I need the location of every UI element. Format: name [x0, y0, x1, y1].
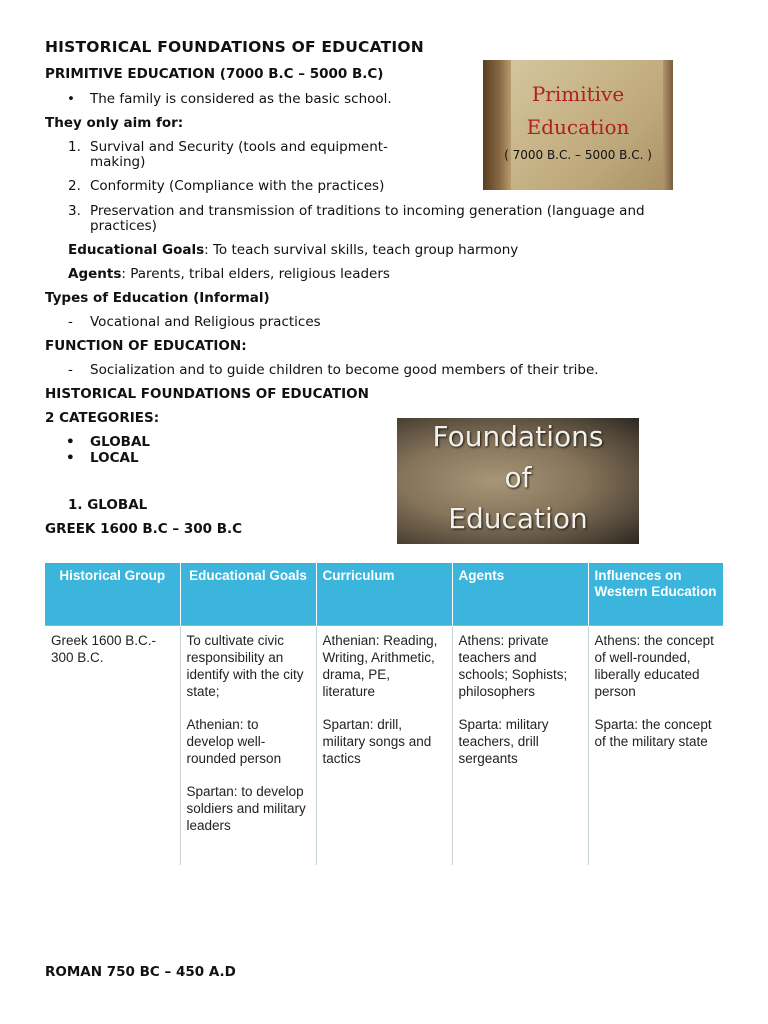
cell-text: Greek 1600 B.C.- 300 B.C. [51, 632, 157, 665]
column-header: Curriculum [316, 563, 452, 625]
primitive-heading: PRIMITIVE EDUCATION (7000 B.C – 5000 B.C) [45, 66, 384, 82]
foundations-of-education-image [397, 418, 639, 544]
global-heading: 1. GLOBAL [68, 497, 148, 513]
cell-curriculum [316, 625, 452, 865]
aim-text-cont: practices) [90, 218, 157, 234]
cell-goals [180, 625, 316, 865]
bullet-marker: • [66, 434, 75, 450]
aim-number: 2. [68, 178, 81, 194]
goals-label: Educational Goals [68, 242, 205, 258]
cell-text: Sparta: military teachers, drill sergeants [458, 716, 549, 766]
types-item: Vocational and Religious practices [90, 314, 321, 330]
cell-text: Spartan: to develop soldiers and military leaders [186, 783, 306, 833]
greek-education-table [45, 563, 723, 865]
educational-goals-line [68, 242, 518, 258]
bullet-marker: • [66, 450, 75, 466]
cell-influences [588, 625, 723, 865]
roman-heading: ROMAN 750 BC – 450 A.D [45, 964, 236, 980]
cell-text: To cultivate civic responsibility an identify with the city state; [186, 632, 304, 699]
agents-label: Agents [68, 266, 122, 282]
image-title-line: Education [448, 502, 588, 535]
family-bullet-text: The family is considered as the basic school. [90, 91, 392, 107]
image-title-line: Foundations [432, 420, 604, 453]
types-heading: Types of Education (Informal) [45, 290, 270, 306]
table-row [45, 625, 723, 865]
cell-text: Athens: private teachers and schools; Sophists; philosophers [458, 632, 568, 699]
image-title-line: of [504, 461, 532, 494]
aim-text: Preservation and transmission of traditions to incoming generation (language and [90, 203, 645, 219]
aim-text: Conformity (Compliance with the practices) [90, 178, 385, 194]
table-header-row [45, 563, 723, 625]
aim-number: 3. [68, 203, 81, 219]
category-item: GLOBAL [90, 434, 151, 450]
cell-text: Sparta: the concept of the military state [594, 716, 712, 749]
aim-number: 1. [68, 139, 81, 155]
column-header: Historical Group [45, 563, 180, 625]
aim-text: Survival and Security (tools and equipment- [90, 139, 388, 155]
image-title-line: Education [526, 115, 630, 139]
bullet-marker: • [67, 91, 75, 107]
dash-marker: - [68, 314, 73, 330]
cell-text: Athenian: Reading, Writing, Arithmetic, drama, PE, literature [322, 632, 438, 699]
cell-text: Athens: the concept of well-rounded, liberally educated person [594, 632, 714, 699]
cell-text: Athenian: to develop well-rounded person [186, 716, 282, 766]
function-heading: FUNCTION OF EDUCATION: [45, 338, 247, 354]
section-title: HISTORICAL FOUNDATIONS OF EDUCATION [45, 386, 369, 402]
primitive-education-image [483, 60, 673, 190]
column-header: Agents [452, 563, 588, 625]
dash-marker: - [68, 362, 73, 378]
column-header: Influences on Western Education [588, 563, 723, 625]
cell-group [45, 625, 180, 865]
agents-text: : Parents, tribal elders, religious leaders [121, 266, 390, 282]
aim-heading: They only aim for: [45, 115, 184, 131]
function-item: Socialization and to guide children to become good members of their tribe. [90, 362, 599, 378]
agents-line [68, 266, 390, 282]
greek-heading: GREEK 1600 B.C – 300 B.C [45, 521, 243, 537]
image-title-line: Primitive [531, 82, 625, 106]
document-title: HISTORICAL FOUNDATIONS OF EDUCATION [45, 38, 424, 56]
column-header: Educational Goals [180, 563, 316, 625]
aim-text-cont: making) [90, 154, 146, 170]
categories-heading: 2 CATEGORIES: [45, 410, 160, 426]
cell-text: Spartan: drill, military songs and tactics [322, 716, 432, 766]
cell-agents [452, 625, 588, 865]
image-date-line: ( 7000 B.C. – 5000 B.C. ) [504, 148, 652, 162]
goals-text: : To teach survival skills, teach group harmony [204, 242, 519, 258]
category-item: LOCAL [90, 450, 139, 466]
